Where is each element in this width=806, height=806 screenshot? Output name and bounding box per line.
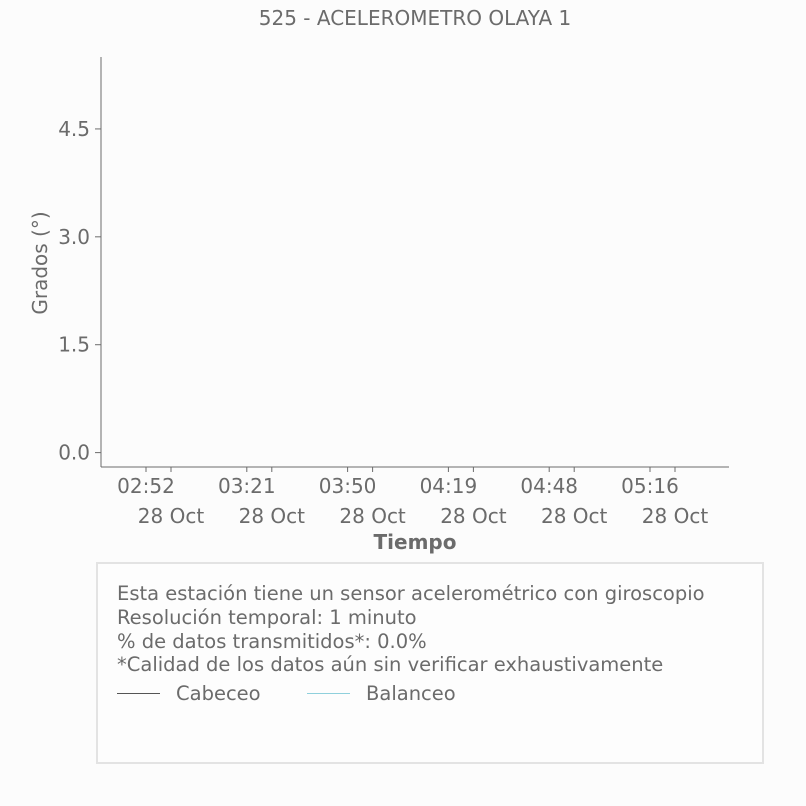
legend-label-balanceo: Balanceo [366,682,456,705]
x-tick-date-label: 28 Oct [541,504,608,528]
legend-label-cabeceo: Cabeceo [176,682,261,705]
x-tick-date-label: 28 Oct [641,504,709,528]
x-axis-label: Tiempo [373,530,457,554]
x-ticks [117,467,708,528]
x-tick-time-label: 02:52 [117,474,175,498]
info-line-resolution: Resolución temporal: 1 minuto [117,605,417,629]
chart-title: 525 - ACELEROMETRO OLAYA 1 [258,6,572,30]
info-line-transmitted: % de datos transmitidos*: 0.0% [117,629,427,653]
x-tick-time-label: 04:48 [520,474,579,498]
x-tick-time-label: 03:50 [318,474,377,498]
x-tick-date-label: 28 Oct [440,504,507,528]
x-tick-date-label: 28 Oct [339,504,406,528]
y-axis-label: Grados (°) [28,211,52,315]
x-tick-date-label: 28 Oct [238,504,305,528]
x-tick-time-label: 05:16 [621,474,679,498]
x-tick-date-label: 28 Oct [137,504,205,528]
x-tick-time-label: 04:19 [419,474,478,498]
legend-line-balanceo [307,693,350,694]
y-tick-label: 4.5 [58,116,90,141]
legend-entry-balanceo [307,682,456,705]
y-ticks [58,117,101,465]
info-line-sensor: Esta estación tiene un sensor acelerométrico con giroscopio [117,582,705,605]
info-line-quality: *Calidad de los datos aún sin verificar exhaustivamente [117,653,664,677]
legend-line-cabeceo [117,693,160,694]
x-tick-time-label: 03:21 [217,474,276,498]
y-tick-label: 3.0 [58,224,90,249]
legend-entry-cabeceo [117,682,261,705]
y-tick-label: 0.0 [58,440,90,465]
info-text [117,582,705,677]
info-legend-box [96,562,764,764]
y-tick-label: 1.5 [58,332,90,357]
